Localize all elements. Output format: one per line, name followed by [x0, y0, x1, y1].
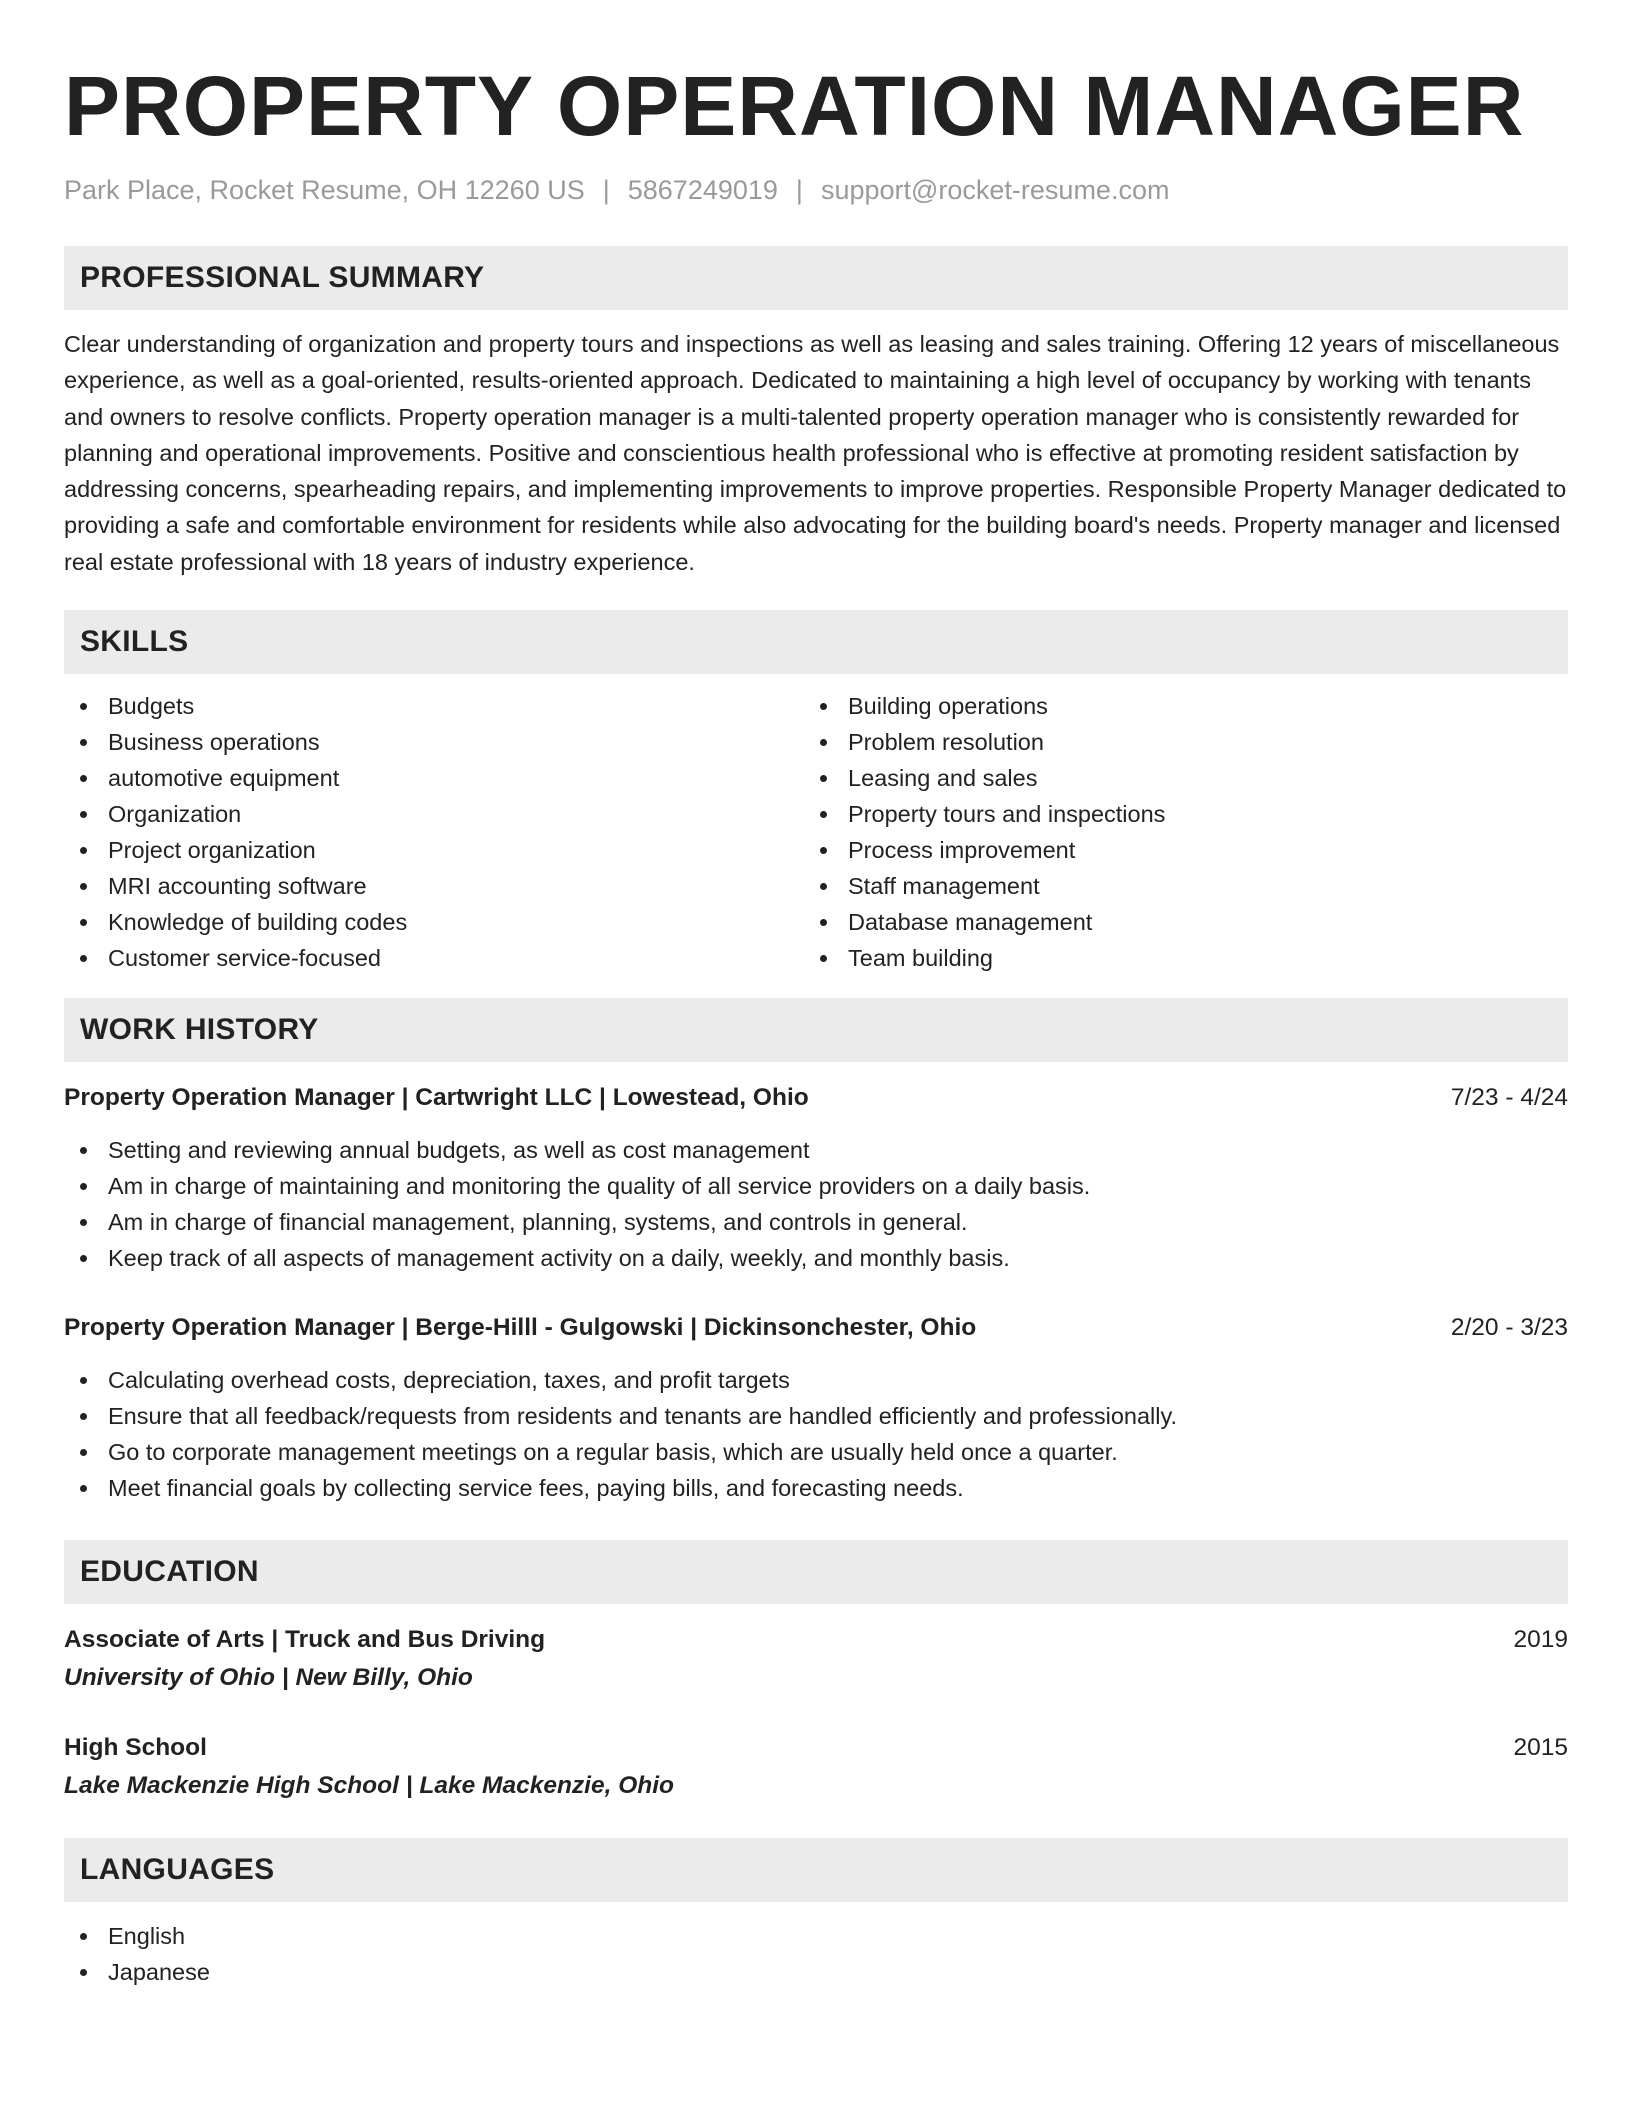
language-item: Japanese: [64, 1954, 1568, 1990]
skill-item: MRI accounting software: [64, 868, 804, 904]
section-header-languages: LANGUAGES: [64, 1838, 1568, 1902]
skill-item: Staff management: [804, 868, 1544, 904]
contact-line: [64, 172, 1568, 208]
skill-item: Property tours and inspections: [804, 796, 1544, 832]
skill-item: Business operations: [64, 724, 804, 760]
contact-phone: 5867249019: [627, 175, 778, 205]
skills-column-left: [64, 688, 804, 976]
job-entry: [64, 1310, 1568, 1506]
skill-item: Budgets: [64, 688, 804, 724]
education-school: Lake Mackenzie High School | Lake Mackenzie, Ohio: [64, 1772, 675, 1800]
job-heading-row: [64, 1080, 1568, 1116]
education-entry: [64, 1622, 1568, 1696]
job-bullet: Setting and reviewing annual budgets, as well as cost management: [64, 1132, 1568, 1168]
section-header-summary: PROFESSIONAL SUMMARY: [64, 246, 1568, 310]
education-heading-row: [64, 1622, 1568, 1658]
job-dates: 2/20 - 3/23: [1450, 1314, 1568, 1342]
resume-title: PROPERTY OPERATION MANAGER: [64, 59, 1525, 153]
education-heading-row: [64, 1730, 1568, 1766]
job-bullet: Am in charge of financial management, planning, systems, and controls in general.: [64, 1204, 1568, 1240]
job-bullet: Calculating overhead costs, depreciation, taxes, and profit targets: [64, 1362, 1568, 1398]
skill-item: Database management: [804, 904, 1544, 940]
section-header-work-history: WORK HISTORY: [64, 998, 1568, 1062]
skill-item: automotive equipment: [64, 760, 804, 796]
skills-column-right: [804, 688, 1544, 976]
skill-item: Customer service-focused: [64, 940, 804, 976]
education-degree: High School: [64, 1734, 207, 1762]
skill-item: Knowledge of building codes: [64, 904, 804, 940]
language-item: English: [64, 1918, 1568, 1954]
skill-item: Team building: [804, 940, 1544, 976]
job-title: Property Operation Manager | Cartwright LLC | Lowestead, Ohio: [64, 1084, 809, 1112]
job-bullet: Ensure that all feedback/requests from residents and tenants are handled efficiently and professionally.: [64, 1398, 1568, 1434]
section-header-skills: SKILLS: [64, 610, 1568, 674]
skill-item: Project organization: [64, 832, 804, 868]
education-year: 2015: [1513, 1734, 1568, 1762]
contact-separator: |: [602, 175, 610, 205]
job-entry: [64, 1080, 1568, 1276]
skill-item: Organization: [64, 796, 804, 832]
section-header-education: EDUCATION: [64, 1540, 1568, 1604]
summary-text: Clear understanding of organization and property tours and inspections as well as leasing and sales training. Offering 12 years of miscellaneous experience, as well as a goal-oriented, results-oriented approach. Dedicated to maintaining a high level of occupancy by working with tenants and owners to resolve conflicts. Property operation manager is a multi-talented property operation manager who is consistently rewarded for planning and operational improvements. Positive and conscientious health professional who is effective at promoting resident satisfaction by addressing concerns, spearheading repairs, and implementing improvements to improve properties. Responsible Property Manager dedicated to providing a safe and comfortable environment for residents while also advocating for the building board's needs. Property manager and licensed real estate professional with 18 years of industry experience.: [64, 331, 1567, 575]
skill-item: Leasing and sales: [804, 760, 1544, 796]
job-bullet: Am in charge of maintaining and monitoring the quality of all service providers on a daily basis.: [64, 1168, 1568, 1204]
education-degree: Associate of Arts | Truck and Bus Driving: [64, 1626, 546, 1654]
job-dates: 7/23 - 4/24: [1450, 1084, 1568, 1112]
job-bullet: Meet financial goals by collecting service fees, paying bills, and forecasting needs.: [64, 1470, 1568, 1506]
contact-separator: |: [795, 175, 803, 205]
education-year: 2019: [1513, 1626, 1568, 1654]
job-bullets: [64, 1362, 1568, 1506]
skills-list: [64, 688, 1568, 976]
job-title: Property Operation Manager | Berge-Hilll - Gulgowski | Dickinsonchester, Ohio: [64, 1314, 977, 1342]
education-school: University of Ohio | New Billy, Ohio: [64, 1664, 473, 1692]
skill-item: Process improvement: [804, 832, 1544, 868]
skill-item: Building operations: [804, 688, 1544, 724]
languages-list: [64, 1918, 1568, 1990]
contact-address: Park Place, Rocket Resume, OH 12260 US: [64, 175, 585, 205]
education-entry: [64, 1730, 1568, 1804]
job-bullet: Go to corporate management meetings on a regular basis, which are usually held once a quarter.: [64, 1434, 1568, 1470]
job-bullet: Keep track of all aspects of management activity on a daily, weekly, and monthly basis.: [64, 1240, 1568, 1276]
skill-item: Problem resolution: [804, 724, 1544, 760]
job-bullets: [64, 1132, 1568, 1276]
contact-email: support@rocket-resume.com: [820, 175, 1170, 205]
job-heading-row: [64, 1310, 1568, 1346]
